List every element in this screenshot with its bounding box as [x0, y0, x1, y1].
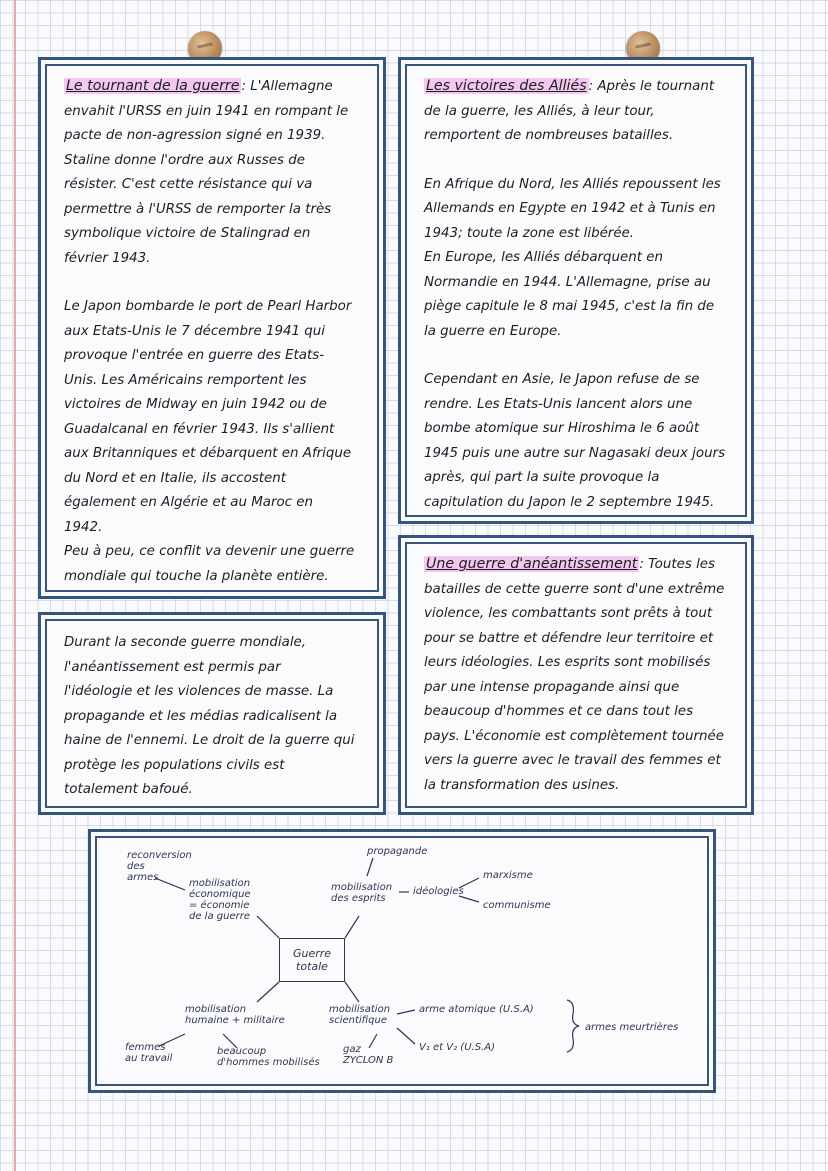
- notebook-margin-line: [14, 0, 16, 1171]
- box-guerre-aneantissement-inner: [405, 542, 747, 808]
- mindmap-v1-v2: V₁ et V₂ (U.S.A): [419, 1042, 495, 1053]
- tournant-intro-paragraph: [64, 74, 363, 271]
- box-victoires-inner: [405, 64, 747, 517]
- mindmap-mobilisation-scientifique: mobilisation scientifique: [329, 1004, 391, 1026]
- mindmap-center-label: Guerre totale: [292, 947, 332, 973]
- box-aneantissement-intro: [38, 612, 386, 815]
- mindmap-arme-atomique: arme atomique (U.S.A): [419, 1004, 534, 1015]
- victoires-paragraph-3: Cependant en Asie, le Japon refuse de se rendre. Les Etats-Unis lancent alors une bombe atomique sur Hiroshima le 6 août 1945 puis une autre sur Nagasaki deux jours après, qui part la suite provoque la capitulation du Japon le 2 septembre 1945.: [424, 372, 726, 510]
- mindmap-armes-meurtrieres: armes meurtrières: [585, 1022, 679, 1033]
- victoires-paragraph-2: En Afrique du Nord, les Alliés repoussent les Allemands en Egypte en 1942 et à Tunis en 1943; toute la zone est libérée. En Europe, les Alliés débarquent en Normandie en 1944. L'Allemagne, prise au piège capitule le 8 mai 1945, c'est la fin de la guerre en Europe.: [424, 176, 721, 339]
- victoires-intro-text: : Après le tournant de la guerre, les Alliés, à leur tour, remportent de nombreuses batailles.: [424, 79, 715, 143]
- mindmap-propagande: propagande: [367, 846, 428, 857]
- mindmap-femmes: femmes au travail: [125, 1042, 173, 1064]
- tournant-intro-text: : L'Allemagne envahit l'URSS en juin 1941 en rompant le pacte de non-agression signé en 1939. Staline donne l'ordre aux Russes de résister. C'est cette résistance qui va permettre à l'URSS de remporter la très symbolique victoire de Stalingrad en février 1943.: [64, 79, 349, 266]
- guerre-aneantissement-heading: Une guerre d'anéantissement: [426, 556, 638, 572]
- mindmap-mobilisation-humaine: mobilisation humaine + militaire: [185, 1004, 285, 1026]
- aneantissement-intro-text: Durant la seconde guerre mondiale, l'anéantissement est permis par l'idéologie et les violences de masse. La propagande et les médias radicalisent la haine de l'ennemi. Le droit de la guerre qui protège les populations civils est totalement bafoué.: [64, 635, 355, 797]
- victoires-intro-paragraph: [424, 74, 731, 149]
- mindmap-marxisme: marxisme: [483, 870, 533, 881]
- mindmap-mobilisation-economique: mobilisation économique = économie de la guerre: [189, 878, 251, 922]
- mindmap-gaz: gaz ZYCLON B: [343, 1044, 394, 1066]
- tournant-paragraph-2: Le Japon bombarde le port de Pearl Harbor aux Etats-Unis le 7 décembre 1941 qui provoque l'entrée en guerre des Etats- Unis. Les Américains remportent les victoires de Midway en juin 1942 ou de Guadalcanal en février 1943. Ils s'allient aux Britanniques et débarquent en Afrique du Nord et en Italie, ils accostent également en Algérie et au Maroc en 1942. Peu à peu, ce conflit va devenir une guerre mondiale qui touche la planète entière.: [64, 299, 355, 584]
- mindmap-center-box: [279, 938, 345, 982]
- box-tournant: [38, 57, 386, 599]
- victoires-heading: Les victoires des Alliés: [426, 78, 587, 94]
- box-victoires: [398, 57, 754, 524]
- mindmap-box: [88, 829, 716, 1093]
- guerre-aneantissement-text: : Toutes les batailles de cette guerre sont d'une extrême violence, les combattants sont prêts à tout pour se battre et défendre leur territoire et leurs idéologies. Les esprits sont mobilisés par une intense propagande ainsi que beaucoup d'hommes et ce dans tout les pays. L'économie est complètement tournée vers la guerre avec le travail des femmes et la transformation des usines.: [424, 557, 725, 793]
- mindmap-communisme: communisme: [483, 900, 551, 911]
- box-tournant-inner: [45, 64, 379, 592]
- box-aneantissement-intro-inner: [45, 619, 379, 808]
- box-guerre-aneantissement: [398, 535, 754, 815]
- mindmap-beaucoup-hommes: beaucoup d'hommes mobilisés: [217, 1046, 320, 1068]
- tournant-heading: Le tournant de la guerre: [66, 78, 240, 94]
- mindmap-reconversion: reconversion des armes: [127, 850, 192, 883]
- mindmap-mobilisation-esprits: mobilisation des esprits: [331, 882, 393, 904]
- mindmap-ideologies: idéologies: [413, 886, 464, 897]
- mindmap-inner: [95, 836, 709, 1086]
- guerre-aneantissement-paragraph: [424, 552, 731, 798]
